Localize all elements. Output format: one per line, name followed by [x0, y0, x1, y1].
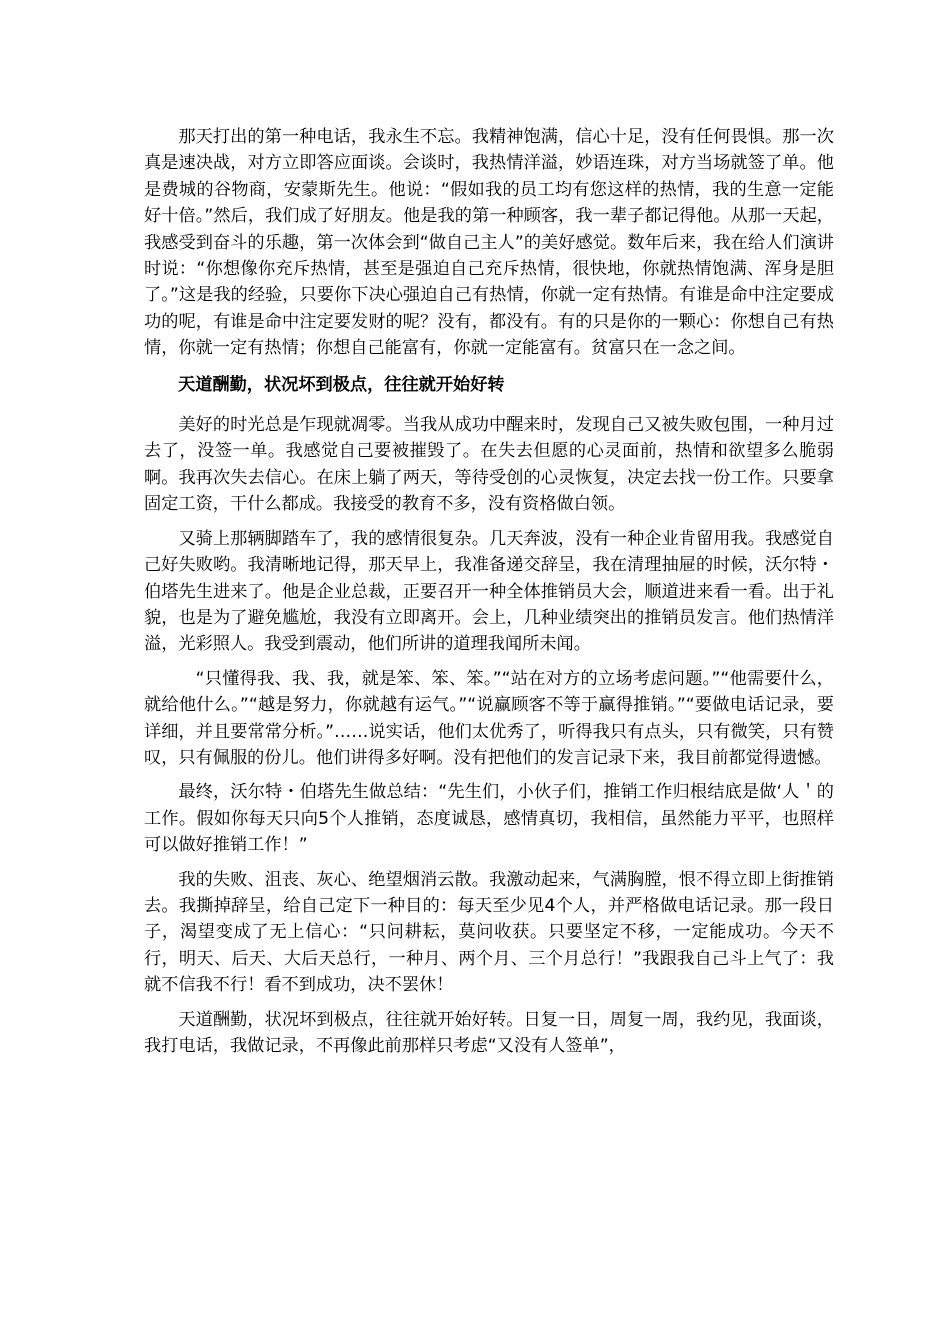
- section-heading: 天道酬勤，状况坏到极点，往往就开始好转: [178, 374, 505, 395]
- document-page: [144, 124, 834, 1067]
- paragraph: 美好的时光总是乍现就凋零。当我从成功中醒来时，发现自己又被失败包围，一种月过去了，没签一单。我感觉自己要被摧毁了。在失去但愿的心灵面前，热情和欲望多么脆弱啊。我再次失去信心。在床上躺了两天，等待受创的心灵恢复，决定去找一份工作。只要拿固定工资，干什么都成。我接受的教育不多，没有资格做白领。: [144, 415, 834, 515]
- paragraph: 那天打出的第一种电话，我永生不忘。我精神饱满，信心十足，没有任何畏惧。那一次真是速决战，对方立即答应面谈。会谈时，我热情洋溢，妙语连珠，对方当场就签了单。他是费城的谷物商，安蒙斯先生。他说：“假如我的员工均有您这样的热情，我的生意一定能好十倍。”然后，我们成了好朋友。他是我的第一种顾客，我一辈子都记得他。从那一天起，我感受到奋斗的乐趣，第一次体会到“做自己主人”的美好感觉。数年后来，我在给人们演讲时说：“你想像你充斥热情，甚至是强迫自己充斥热情，很快地，你就热情饱满、浑身是胆了。”这是我的经验，只要你下决心强迫自己有热情，你就一定有热情。有谁是命中注定要成功的呢，有谁是命中注定要发财的呢？没有，都没有。有的只是你的一颗心：你想自己有热情，你就一定有热情；你想自己能富有，你就一定能富有。贫富只在一念之间。: [144, 127, 834, 359]
- paragraph: 最终，沃尔特・伯塔先生做总结：“先生们，小伙子们，推销工作归根结底是做‘人＇的工作。假如你每天只向5个人推销，态度诚恳，感情真切，我相信，虽然能力平平，也照样可以做好推销工作！”: [144, 782, 834, 856]
- paragraph: 又骑上那辆脚踏车了，我的感情很复杂。几天奔波，没有一种企业肯留用我。我感觉自己好失败哟。我清晰地记得，那天早上，我准备递交辞呈，我在清理抽屉的时候，沃尔特・伯塔先生进来了。他是企业总裁，正要召开一种全体推销员大会，顺道进来看一看。出于礼貌，也是为了避免尴尬，我没有立即离开。会上，几种业绩突出的推销员发言。他们热情洋溢，光彩照人。我受到震动，他们所讲的道理我闻所未闻。: [144, 528, 834, 655]
- paragraph: 天道酬勤，状况坏到极点，往往就开始好转。日复一日，周复一周，我约见，我面谈，我打电话，我做记录，不再像此前那样只考虑“又没有人签单”，: [144, 1009, 834, 1056]
- paragraph: “只懂得我、我、我，就是笨、笨、笨。”“站在对方的立场考虑问题。”“他需要什么，就给他什么。”“越是努力，你就越有运气。”“说赢顾客不等于赢得推销。”“要做电话记录，要详细，并且要常常分析。”……说实话，他们太优秀了，听得我只有点头，只有微笑，只有赞叹，只有佩服的份儿。他们讲得多好啊。没有把他们的发言记录下来，我目前都觉得遗憾。: [144, 668, 834, 768]
- paragraph: 我的失败、沮丧、灰心、绝望烟消云散。我激动起来，气满胸膛，恨不得立即上街推销去。我撕掉辞呈，给自己定下一种目的：每天至少见4个人，并严格做电话记录。那一段日子，渴望变成了无上信心：“只问耕耘，莫问收获。只要坚定不移，一定能成功。今天不行，明天、后天、大后天总行，一种月、两个月、三个月总行！”我跟我自己斗上气了：我就不信我不行！看不到成功，决不罢休！: [144, 869, 834, 996]
